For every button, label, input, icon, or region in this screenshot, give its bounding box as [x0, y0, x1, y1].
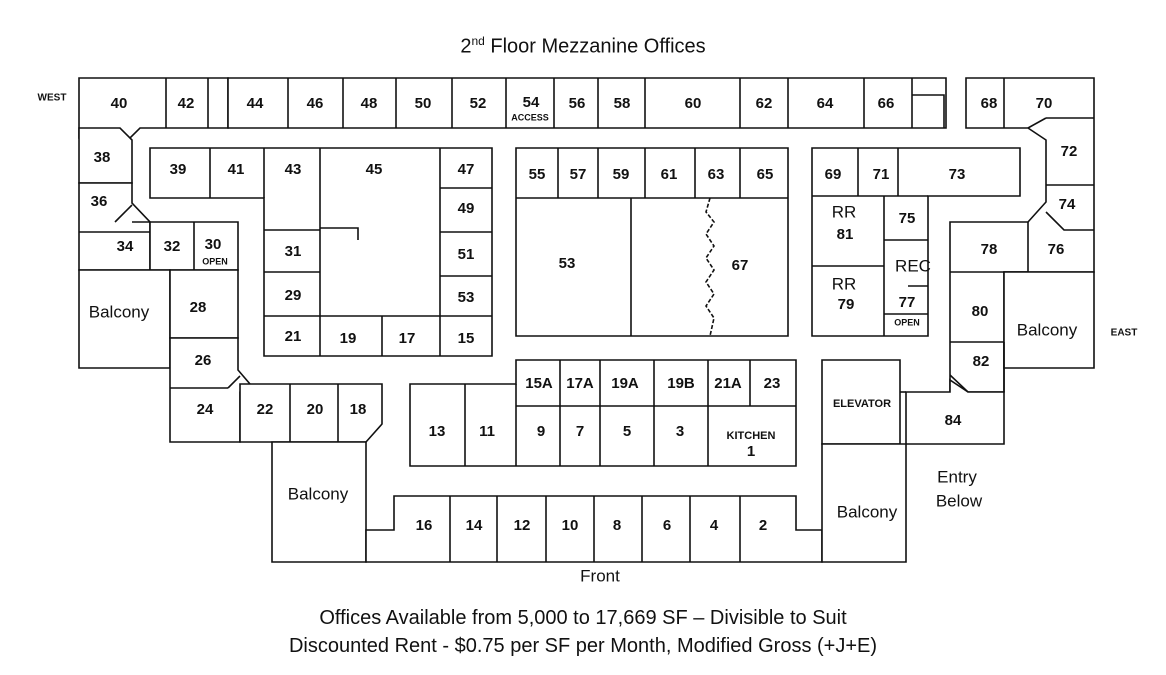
kitchen-label: KITCHEN [726, 429, 776, 442]
room-1: 1 [746, 442, 756, 460]
title-superscript: nd [471, 34, 485, 48]
access-label: ACCESS [511, 112, 549, 123]
room-21a: 21A [714, 374, 742, 392]
room-66: 66 [877, 94, 895, 112]
room-60: 60 [684, 94, 702, 112]
room-7: 7 [575, 422, 585, 440]
balcony-east: Balcony [1016, 320, 1078, 340]
rr-label-79: RR [831, 274, 857, 294]
room-26: 26 [194, 351, 212, 369]
room-46: 46 [306, 94, 324, 112]
room-81: 81 [836, 225, 854, 243]
room-51: 51 [457, 245, 475, 263]
room-13: 13 [428, 422, 446, 440]
room-21: 21 [284, 327, 302, 345]
room-49: 49 [457, 199, 475, 217]
room-24: 24 [196, 400, 214, 418]
room-12: 12 [513, 516, 531, 534]
top-row [228, 78, 946, 128]
room-43: 43 [284, 160, 302, 178]
rr-label-81: RR [831, 202, 857, 222]
room-62: 62 [755, 94, 773, 112]
room-68: 68 [980, 94, 998, 112]
front-row [366, 496, 822, 562]
balcony-south-west: Balcony [287, 484, 349, 504]
room-76: 76 [1047, 240, 1065, 258]
room-44: 44 [246, 94, 264, 112]
room-63: 63 [707, 165, 725, 183]
room-42: 42 [177, 94, 195, 112]
balcony-west: Balcony [88, 302, 150, 322]
room-48: 48 [360, 94, 378, 112]
room-20: 20 [306, 400, 324, 418]
elevator-block [822, 360, 906, 562]
room-69: 69 [824, 165, 842, 183]
room-58: 58 [613, 94, 631, 112]
room-22: 22 [256, 400, 274, 418]
room-19: 19 [339, 329, 357, 347]
room-34: 34 [116, 237, 134, 255]
open-label-30: OPEN [202, 256, 228, 267]
room-84: 84 [944, 411, 962, 429]
room-32: 32 [163, 237, 181, 255]
room-10: 10 [561, 516, 579, 534]
room-15a: 15A [525, 374, 553, 392]
room-71: 71 [872, 165, 890, 183]
room-53-west: 53 [457, 288, 475, 306]
room-45: 45 [365, 160, 383, 178]
rec-label: REC [895, 256, 931, 276]
room-67: 67 [731, 256, 749, 274]
room-47: 47 [457, 160, 475, 178]
room-82: 82 [972, 352, 990, 370]
room-50: 50 [414, 94, 432, 112]
room-80: 80 [971, 302, 989, 320]
room-56: 56 [568, 94, 586, 112]
room-5: 5 [622, 422, 632, 440]
room-65: 65 [756, 165, 774, 183]
room-3: 3 [675, 422, 685, 440]
room-18: 18 [349, 400, 367, 418]
room-17: 17 [398, 329, 416, 347]
footer-line-2: Discounted Rent - $0.75 per SF per Month, Modified Gross (+J+E) [288, 635, 878, 657]
room-72: 72 [1060, 142, 1078, 160]
room-61: 61 [660, 165, 678, 183]
entry-label-line2: Below [935, 491, 983, 511]
room-54: 54 [522, 93, 540, 111]
room-19b: 19B [667, 374, 695, 392]
room-17a: 17A [566, 374, 594, 392]
room-55: 55 [528, 165, 546, 183]
entry-label-line1: Entry [937, 467, 977, 487]
room-19a: 19A [611, 374, 639, 392]
balcony-south-east: Balcony [836, 502, 898, 522]
room-41: 41 [227, 160, 245, 178]
east-wing [906, 78, 1094, 444]
room-30: 30 [204, 235, 222, 253]
footer-line-1: Offices Available from 5,000 to 17,669 SF – Divisible to Suit [319, 607, 847, 629]
room-23: 23 [763, 374, 781, 392]
room-78: 78 [980, 240, 998, 258]
room-59: 59 [612, 165, 630, 183]
room-57: 57 [569, 165, 587, 183]
room-15: 15 [457, 329, 475, 347]
room-73: 73 [948, 165, 966, 183]
open-label-77: OPEN [894, 317, 920, 328]
room-53-center: 53 [558, 254, 576, 272]
room-38: 38 [93, 148, 111, 166]
west-label: WEST [37, 92, 67, 104]
title-prefix: 2 [460, 35, 472, 58]
room-79: 79 [837, 295, 855, 313]
room-36: 36 [90, 192, 108, 210]
room-39: 39 [169, 160, 187, 178]
room-70: 70 [1035, 94, 1053, 112]
room-77: 77 [898, 293, 916, 311]
room-8: 8 [612, 516, 622, 534]
room-52: 52 [469, 94, 487, 112]
room-31: 31 [284, 242, 302, 260]
block-center [516, 148, 788, 336]
room-6: 6 [662, 516, 672, 534]
room-40: 40 [110, 94, 128, 112]
room-64: 64 [816, 94, 834, 112]
room-74: 74 [1058, 195, 1076, 213]
room-9: 9 [536, 422, 546, 440]
room-75: 75 [898, 209, 916, 227]
east-label: EAST [1110, 327, 1138, 339]
title-rest: Floor Mezzanine Offices [484, 35, 706, 58]
elevator-label: ELEVATOR [832, 397, 892, 410]
room-2: 2 [758, 516, 768, 534]
room-14: 14 [465, 516, 483, 534]
room-29: 29 [284, 286, 302, 304]
room-28: 28 [189, 298, 207, 316]
room-4: 4 [709, 516, 719, 534]
room-16: 16 [415, 516, 433, 534]
front-label: Front [580, 566, 620, 586]
room-11: 11 [479, 422, 495, 440]
